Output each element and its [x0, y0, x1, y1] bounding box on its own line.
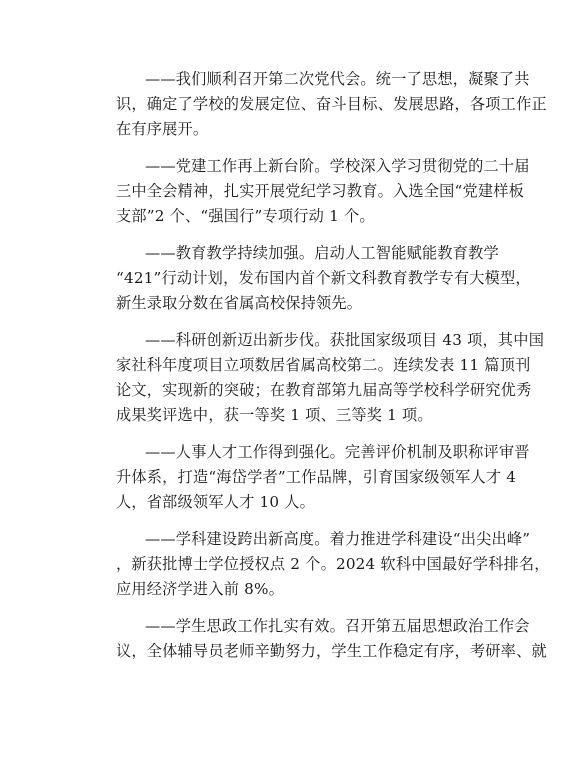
text-line: ——学生思政工作扎实有效。召开第五届思想政治工作会	[145, 617, 530, 635]
paragraph-personnel-talent	[116, 440, 530, 515]
text-line: ——人事人才工作得到强化。完善评价机制及职称评审晋	[145, 443, 530, 461]
text-line: 成果奖评选中，获一等奖 1 项、三等奖 1 项。	[116, 406, 433, 424]
paragraph-discipline-construction	[116, 527, 550, 602]
text-line: 家社科年度项目立项数居省属高校第二。连续发表 11 篇顶刊	[116, 356, 531, 374]
text-line: ——党建工作再上新台阶。学校深入学习贯彻党的二十届	[145, 157, 530, 175]
paragraph-education-teaching	[116, 241, 531, 316]
text-line: 识，确定了学校的发展定位、奋斗目标、发展思路，各项工作正	[116, 95, 547, 113]
text-line: 应用经济学进入前 8%。	[116, 580, 285, 598]
text-line: ——我们顺利召开第二次党代会。统一了思想，凝聚了共	[145, 70, 530, 88]
paragraph-research-innovation	[116, 328, 545, 428]
text-line: ——学科建设跨出新高度。着力推进学科建设“出尖出峰”	[145, 530, 531, 548]
paragraph-party-building	[116, 154, 530, 229]
paragraph-party-congress	[116, 67, 547, 142]
text-line: 在有序展开。	[116, 120, 209, 138]
text-line: 升体系，打造“海岱学者”工作品牌，引育国家级领军人才 4	[116, 468, 517, 486]
text-line: 人，省部级领军人才 10 人。	[116, 493, 316, 511]
text-line: 议，全体辅导员老师辛勤努力，学生工作稳定有序，考研率、就	[116, 642, 547, 660]
text-line: ——科研创新迈出新步伐。获批国家级项目 43 项，其中国	[145, 331, 545, 349]
text-line: 论文，实现新的突破；在教育部第九届高等学校科学研究优秀	[116, 381, 532, 399]
document-body	[116, 67, 550, 676]
text-line: 支部”2 个、“强国行”专项行动 1 个。	[116, 207, 375, 225]
paragraph-student-ideological-work	[116, 614, 547, 664]
text-line: “421”行动计划，发布国内首个新文科教育教学专有大模型，	[116, 269, 531, 287]
text-line: 三中全会精神，扎实开展党纪学习教育。入选全国“党建样板	[116, 182, 525, 200]
text-line: 新生录取分数在省属高校保持领先。	[116, 294, 363, 312]
text-line: ，新获批博士学位授权点 2 个。2024 软科中国最好学科排名，	[116, 555, 550, 573]
text-line: ——教育教学持续加强。启动人工智能赋能教育教学	[145, 244, 499, 262]
